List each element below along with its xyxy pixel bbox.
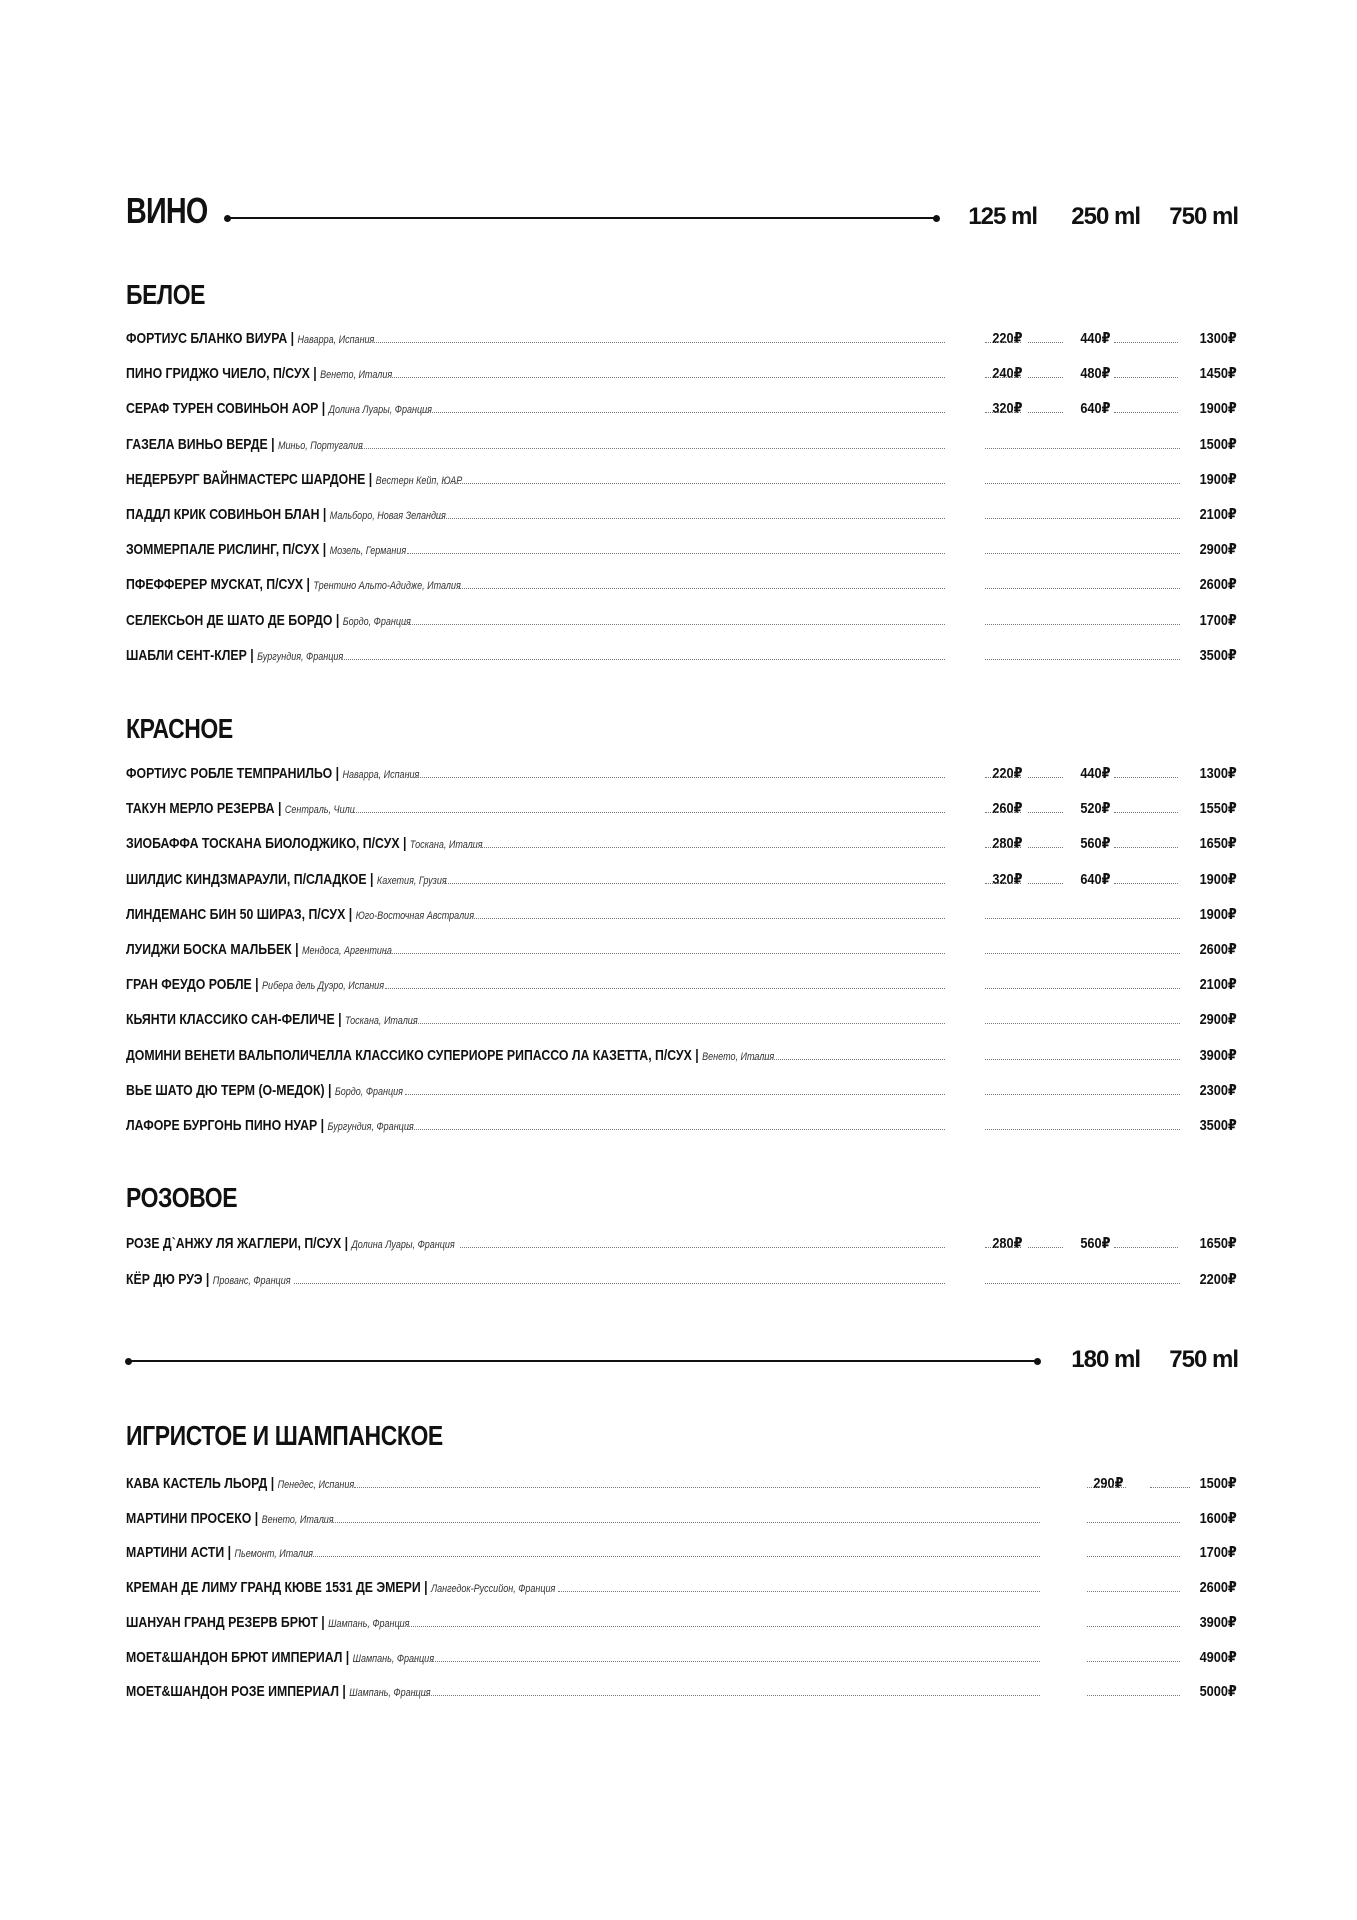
column-750ml-2: 750 ml <box>1169 1346 1238 1373</box>
menu-row <box>126 1112 1237 1134</box>
dot-leader <box>405 624 945 625</box>
price-p3: 1700₽ <box>1199 1544 1237 1562</box>
price-leader <box>1114 777 1178 778</box>
section-title-sparkling: ИГРИСТОЕ И ШАМПАНСКОЕ <box>126 1420 443 1451</box>
column-180ml: 180 ml <box>1071 1346 1140 1373</box>
dot-leader <box>470 847 945 848</box>
price-leader <box>985 1023 1180 1024</box>
price-leader <box>1114 1247 1178 1248</box>
price-p1: 260₽ <box>991 800 1022 818</box>
menu-row <box>126 1266 1237 1288</box>
wine-title: ЛИНДЕМАНС БИН 50 ШИРАЗ, П/СУХ <box>126 905 346 923</box>
header2-line <box>128 1360 1038 1362</box>
separator: | <box>303 576 314 594</box>
wine-title: ПИНО ГРИДЖО ЧИЕЛО, П/СУХ <box>126 365 310 383</box>
price-leader <box>985 883 1021 884</box>
dot-leader <box>385 988 945 989</box>
price-leader <box>985 448 1180 449</box>
wine-origin: Венето, Италия <box>320 369 393 382</box>
separator: | <box>267 1475 278 1492</box>
wine-name <box>126 765 419 782</box>
wine-origin: Бордо, Франция <box>342 615 411 628</box>
price-p3: 1900₽ <box>1199 470 1237 488</box>
wine-title: ШАБЛИ СЕНТ-КЛЕР <box>126 646 247 664</box>
dot-leader <box>341 659 945 660</box>
header-line-dot-right <box>933 215 940 222</box>
separator: | <box>251 1509 262 1527</box>
menu-row <box>126 1505 1237 1527</box>
price-leader <box>985 483 1180 484</box>
wine-origin: Венето, Италия <box>261 1513 334 1526</box>
dot-leader <box>407 1695 1040 1696</box>
menu-row <box>126 1644 1237 1666</box>
wine-name <box>126 541 406 558</box>
wine-origin: Пенедес, Испания <box>277 1479 355 1491</box>
section-title-rose: РОЗОВОЕ <box>126 1182 238 1213</box>
menu-row <box>126 901 1237 923</box>
wine-title: ЛУИДЖИ БОСКА МАЛЬБЕК <box>126 941 292 958</box>
wine-name <box>126 506 446 523</box>
menu-row <box>126 1539 1237 1561</box>
price-leader <box>985 1247 1021 1248</box>
wine-name <box>126 976 384 993</box>
menu-row <box>126 1230 1237 1252</box>
price-leader <box>1087 1661 1180 1662</box>
wine-title: ГРАН ФЕУДО РОБЛЕ <box>126 976 252 994</box>
menu-row <box>126 971 1237 993</box>
wine-origin: Долина Луары, Франция <box>351 1239 455 1251</box>
dot-leader <box>399 1626 1040 1627</box>
price-p3: 2900₽ <box>1199 1011 1237 1029</box>
wine-title: КАВА КАСТЕЛЬ ЛЬОРД <box>126 1475 268 1492</box>
separator: | <box>317 1117 328 1134</box>
price-leader <box>985 412 1021 413</box>
menu-row <box>126 866 1237 888</box>
wine-name <box>126 1683 431 1700</box>
dot-leader <box>322 1522 1040 1523</box>
wine-title: ШАНУАН ГРАНД РЕЗЕРВ БРЮТ <box>126 1613 318 1631</box>
wine-origin: Мозель, Германия <box>329 545 407 558</box>
page-title: ВИНО <box>126 190 208 231</box>
price-leader <box>1150 1487 1190 1488</box>
dot-leader <box>451 588 945 589</box>
wine-origin: Вестерн Кейп, ЮАР <box>375 474 463 487</box>
price-p3: 5000₽ <box>1199 1683 1237 1701</box>
dot-leader <box>410 1023 945 1024</box>
separator: | <box>202 1270 213 1288</box>
price-leader <box>1114 883 1178 884</box>
dot-leader <box>378 953 945 954</box>
price-leader <box>985 918 1180 919</box>
menu-row <box>126 466 1237 488</box>
menu-row <box>126 642 1237 664</box>
menu-row <box>126 1077 1237 1099</box>
wine-origin: Тоскана, Италия <box>344 1015 418 1028</box>
menu-row <box>126 1042 1237 1064</box>
dot-leader <box>354 1487 1040 1488</box>
wine-name <box>126 330 374 347</box>
wine-title: КЁР ДЮ РУЭ <box>126 1270 203 1288</box>
separator: | <box>309 365 321 383</box>
dot-leader <box>352 812 945 813</box>
price-leader <box>985 377 1021 378</box>
separator: | <box>345 905 356 923</box>
wine-name <box>126 1047 774 1064</box>
separator: | <box>324 1081 335 1099</box>
separator: | <box>287 330 298 347</box>
column-750ml: 750 ml <box>1169 203 1238 230</box>
wine-origin: Бургундия, Франция <box>327 1121 414 1133</box>
wine-name <box>126 800 355 817</box>
price-p3: 2600₽ <box>1199 1579 1237 1597</box>
wine-origin: Венето, Италия <box>702 1050 775 1063</box>
wine-title: МАРТИНИ АСТИ <box>126 1544 225 1562</box>
price-p3: 1700₽ <box>1199 611 1237 629</box>
wine-name <box>126 612 411 629</box>
column-125ml: 125 ml <box>968 203 1037 230</box>
price-p3: 3900₽ <box>1199 1613 1237 1631</box>
price-p2: 560₽ <box>1079 1235 1110 1252</box>
price-leader <box>985 342 1021 343</box>
wine-title: ПФЕФФЕРЕР МУСКАТ, П/СУХ <box>126 576 304 594</box>
menu-row <box>126 395 1237 417</box>
price-p2: 520₽ <box>1079 800 1110 818</box>
menu-row <box>126 360 1237 382</box>
price-leader <box>1028 777 1063 778</box>
separator: | <box>334 1011 345 1029</box>
separator: | <box>319 541 330 559</box>
dot-leader <box>359 448 945 449</box>
price-p3: 2200₽ <box>1199 1270 1237 1288</box>
section-title-red: КРАСНОЕ <box>126 713 233 744</box>
price-p3: 1300₽ <box>1199 330 1237 347</box>
wine-title: СЕРАФ ТУРЕН СОВИНЬОН АОР <box>126 400 319 418</box>
menu-row <box>126 1609 1237 1631</box>
price-leader <box>1114 812 1178 813</box>
menu-row <box>126 1678 1237 1700</box>
wine-name <box>126 1235 455 1252</box>
price-p3: 1550₽ <box>1199 800 1237 818</box>
wine-title: ФОРТИУС РОБЛЕ ТЕМПРАНИЛЬО <box>126 765 333 782</box>
price-p3: 3500₽ <box>1199 646 1237 664</box>
wine-title: МОЕТ&ШАНДОН РОЗЕ ИМПЕРИАЛ <box>126 1683 339 1701</box>
column-250ml: 250 ml <box>1071 203 1140 230</box>
price-leader <box>1028 1247 1063 1248</box>
wine-title: ВЬЕ ШАТО ДЮ ТЕРМ (О-МЕДОК) <box>126 1081 325 1099</box>
menu-row <box>126 1006 1237 1028</box>
wine-name <box>126 871 447 888</box>
wine-name <box>126 647 343 664</box>
price-p1: 320₽ <box>991 400 1022 418</box>
price-p3: 1900₽ <box>1199 400 1237 418</box>
menu-row <box>126 936 1237 958</box>
price-p2: 440₽ <box>1079 330 1110 347</box>
menu-row <box>126 1574 1237 1596</box>
wine-name <box>126 1082 403 1099</box>
separator: | <box>317 1613 329 1631</box>
menu-row <box>126 607 1237 629</box>
price-p3: 2600₽ <box>1199 941 1237 958</box>
wine-name <box>126 1544 313 1561</box>
separator: | <box>224 1544 235 1562</box>
price-p1: 280₽ <box>991 1235 1022 1252</box>
price-leader <box>985 1094 1180 1095</box>
price-leader <box>985 518 1180 519</box>
price-leader <box>985 659 1180 660</box>
price-p2: 640₽ <box>1079 870 1110 888</box>
wine-name <box>126 1649 434 1666</box>
price-p2: 640₽ <box>1079 400 1110 418</box>
wine-name <box>126 1117 414 1134</box>
separator: | <box>342 1648 353 1666</box>
menu-row <box>126 760 1237 782</box>
separator: | <box>399 835 410 853</box>
wine-origin: Мальборо, Новая Зеландия <box>329 510 446 522</box>
dot-leader <box>469 918 945 919</box>
price-leader <box>985 1059 1180 1060</box>
dot-leader <box>460 1247 945 1248</box>
section-title-white: БЕЛОЕ <box>126 279 206 310</box>
wine-origin: Пьемонт, Италия <box>234 1548 313 1561</box>
price-p2: 440₽ <box>1079 765 1110 782</box>
wine-title: ЛАФОРЕ БУРГОНЬ ПИНО НУАР <box>126 1117 318 1134</box>
dot-leader <box>408 1129 945 1130</box>
price-p1: 320₽ <box>991 870 1022 888</box>
wine-name <box>126 1011 418 1028</box>
wine-origin: Наварра, Испания <box>297 334 375 346</box>
price-leader <box>1028 883 1063 884</box>
header-line <box>227 217 937 219</box>
price-leader <box>1114 847 1178 848</box>
price-leader <box>1028 377 1063 378</box>
wine-name <box>126 1271 291 1288</box>
menu-row <box>126 431 1237 453</box>
dot-leader <box>407 553 945 554</box>
wine-title: СЕЛЕКСЬОН ДЕ ШАТО ДЕ БОРДО <box>126 611 333 629</box>
price-p1: 220₽ <box>991 330 1022 347</box>
price-leader <box>985 624 1180 625</box>
price-p1: 280₽ <box>991 835 1022 853</box>
separator: | <box>291 941 302 958</box>
wine-name <box>126 365 392 382</box>
dot-leader <box>436 518 945 519</box>
wine-origin: Бургундия, Франция <box>257 650 344 663</box>
menu-row <box>126 1470 1237 1492</box>
wine-name <box>126 576 461 593</box>
wine-title: ЗИОБАФФА ТОСКАНА БИОЛОДЖИКО, П/СУХ <box>126 835 400 853</box>
wine-title: МОЕТ&ШАНДОН БРЮТ ИМПЕРИАЛ <box>126 1648 343 1666</box>
price-leader <box>1028 342 1063 343</box>
separator: | <box>366 870 377 888</box>
separator: | <box>318 400 329 418</box>
menu-row <box>126 795 1237 817</box>
price-leader <box>1028 847 1063 848</box>
wine-title: РОЗЕ Д`АНЖУ ЛЯ ЖАГЛЕРИ, П/СУХ <box>126 1235 342 1252</box>
wine-name <box>126 400 432 417</box>
price-p3: 2900₽ <box>1199 541 1237 559</box>
price-p3: 2300₽ <box>1199 1081 1237 1099</box>
dot-leader <box>390 377 945 378</box>
price-leader <box>1114 377 1178 378</box>
wine-origin: Кахетия, Грузия <box>376 874 447 887</box>
price-leader <box>985 777 1021 778</box>
dot-leader <box>440 883 945 884</box>
price-leader <box>1114 412 1178 413</box>
dot-leader <box>294 1283 945 1284</box>
price-p3: 1450₽ <box>1199 365 1237 383</box>
wine-origin: Тоскана, Италия <box>409 839 483 852</box>
wine-title: НЕДЕРБУРГ ВАЙНМАСТЕРС ШАРДОНЕ <box>126 470 366 488</box>
wine-origin: Рибера дель Дуэро, Испания <box>262 980 385 993</box>
price-p3: 1650₽ <box>1199 835 1237 853</box>
dot-leader <box>304 1556 1040 1557</box>
separator: | <box>332 611 343 629</box>
price-leader <box>1028 812 1063 813</box>
wine-origin: Шампань, Франция <box>352 1652 435 1665</box>
separator: | <box>332 765 343 782</box>
price-p3: 4900₽ <box>1199 1648 1237 1666</box>
wine-name <box>126 436 363 453</box>
separator: | <box>691 1046 703 1064</box>
wine-title: МАРТИНИ ПРОСЕКО <box>126 1509 252 1527</box>
menu-row <box>126 501 1237 523</box>
wine-title: ПАДДЛ КРИК СОВИНЬОН БЛАН <box>126 506 320 523</box>
price-leader <box>1087 1626 1180 1627</box>
dot-leader <box>558 1591 1040 1592</box>
price-p2: 560₽ <box>1079 835 1110 853</box>
price-leader <box>1087 1556 1180 1557</box>
separator: | <box>341 1235 352 1252</box>
separator: | <box>251 976 263 994</box>
price-p2: 480₽ <box>1079 365 1110 383</box>
dot-leader <box>407 777 945 778</box>
separator: | <box>274 800 285 818</box>
separator: | <box>267 435 278 453</box>
wine-name <box>126 941 392 958</box>
price-p3: 1900₽ <box>1199 905 1237 923</box>
wine-name <box>126 1475 354 1492</box>
wine-origin: Лангедок-Руссийон, Франция <box>430 1583 556 1596</box>
price-leader <box>985 1129 1180 1130</box>
price-leader <box>985 953 1180 954</box>
wine-origin: Юго-Восточная Австралия <box>355 909 475 922</box>
price-p3: 2600₽ <box>1199 576 1237 594</box>
price-p3: 3900₽ <box>1199 1046 1237 1064</box>
price-leader <box>1087 1695 1180 1696</box>
price-leader <box>985 588 1180 589</box>
price-leader <box>985 1283 1180 1284</box>
price-p3: 1650₽ <box>1199 1235 1237 1252</box>
wine-origin: Мендоса, Аргентина <box>301 945 392 957</box>
price-p3: 3500₽ <box>1199 1117 1237 1134</box>
wine-origin: Бордо, Франция <box>334 1085 403 1098</box>
wine-title: КЬЯНТИ КЛАССИКО САН-ФЕЛИЧЕ <box>126 1011 335 1029</box>
price-p3: 2100₽ <box>1199 506 1237 523</box>
price-p1: 220₽ <box>991 765 1022 782</box>
price-leader <box>1087 1487 1126 1488</box>
wine-name <box>126 835 483 852</box>
header2-line-dot-right <box>1034 1358 1041 1365</box>
wine-name <box>126 1614 410 1631</box>
price-p3: 1600₽ <box>1199 1509 1237 1527</box>
price-leader <box>985 553 1180 554</box>
price-leader <box>1087 1522 1180 1523</box>
wine-title: КРЕМАН ДЕ ЛИМУ ГРАНД КЮВЕ 1531 ДЕ ЭМЕРИ <box>126 1579 421 1597</box>
price-leader <box>985 847 1021 848</box>
wine-origin: Трентино Альто-Адидже, Италия <box>313 580 461 593</box>
price-p3: 1500₽ <box>1199 1475 1237 1492</box>
wine-title: ФОРТИУС БЛАНКО ВИУРА <box>126 330 288 347</box>
dot-leader <box>369 342 945 343</box>
separator: | <box>319 506 330 523</box>
wine-title: ТАКУН МЕРЛО РЕЗЕРВА <box>126 800 275 818</box>
menu-row <box>126 830 1237 852</box>
wine-origin: Шампань, Франция <box>349 1687 431 1700</box>
separator: | <box>365 470 376 488</box>
wine-title: ЗОММЕРПАЛЕ РИСЛИНГ, П/СУХ <box>126 541 320 559</box>
separator: | <box>420 1579 431 1597</box>
separator: | <box>246 646 258 664</box>
wine-origin: Сентраль, Чили <box>284 804 355 817</box>
dot-leader <box>752 1059 945 1060</box>
price-leader <box>1028 412 1063 413</box>
separator: | <box>338 1683 350 1701</box>
price-p3: 1300₽ <box>1199 765 1237 782</box>
price-p3: 2100₽ <box>1199 976 1237 994</box>
price-p3: 1500₽ <box>1199 435 1237 453</box>
price-leader <box>1087 1591 1180 1592</box>
menu-row <box>126 325 1237 347</box>
wine-origin: Долина Луары, Франция <box>328 404 432 417</box>
wine-name <box>126 471 462 488</box>
dot-leader <box>442 483 945 484</box>
price-p3: 1900₽ <box>1199 870 1237 888</box>
wine-title: ШИЛДИС КИНДЗМАРАУЛИ, П/СЛАДКОЕ <box>126 870 367 888</box>
dot-leader <box>422 412 945 413</box>
wine-origin: Прованс, Франция <box>212 1274 291 1287</box>
menu-row <box>126 536 1237 558</box>
price-leader <box>1114 342 1178 343</box>
wine-title: ГАЗЕЛА ВИНЬО ВЕРДЕ <box>126 435 268 453</box>
wine-name <box>126 1510 334 1527</box>
wine-origin: Шампань, Франция <box>328 1617 410 1630</box>
price-leader <box>985 988 1180 989</box>
dot-leader <box>405 1094 945 1095</box>
wine-name <box>126 1579 555 1596</box>
wine-title: ДОМИНИ ВЕНЕТИ ВАЛЬПОЛИЧЕЛЛА КЛАССИКО СУПЕРИОРЕ РИПАССО ЛА КАЗЕТТА, П/СУХ <box>126 1046 692 1064</box>
wine-origin: Наварра, Испания <box>342 769 420 781</box>
wine-name <box>126 906 474 923</box>
menu-row <box>126 571 1237 593</box>
price-leader <box>985 812 1021 813</box>
price-p1: 240₽ <box>991 365 1022 383</box>
wine-origin: Миньо, Португалия <box>277 439 363 452</box>
price-p1: 290₽ <box>1092 1475 1123 1492</box>
dot-leader <box>407 1661 1040 1662</box>
